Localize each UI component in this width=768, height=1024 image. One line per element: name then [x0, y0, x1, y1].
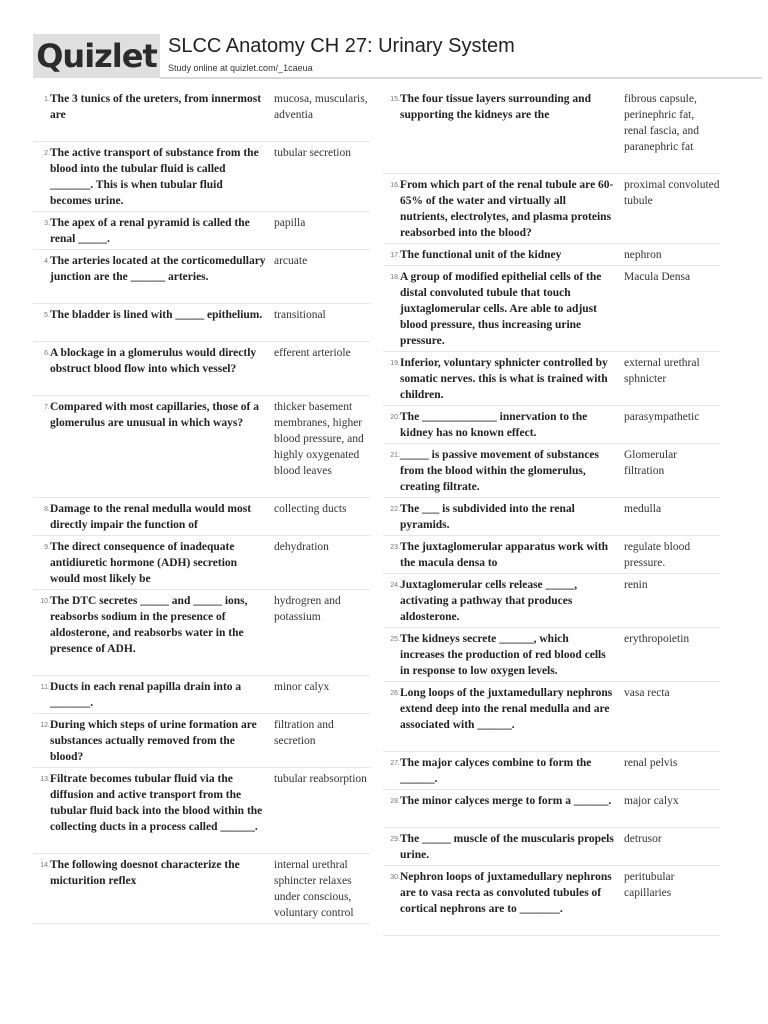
flashcard-row: [33, 342, 370, 396]
flashcard-row: [33, 250, 370, 304]
flashcard-row: [33, 212, 370, 250]
card-number: 14.: [40, 862, 50, 869]
card-number: 18.: [390, 274, 400, 281]
card-term: The bladder is lined with _____ epithelium.: [50, 309, 263, 321]
card-definition: fibrous capsule, perinephric fat, renal fascia, and paranephric fat: [624, 93, 700, 153]
card-definition: mucosa, muscularis, adventia: [274, 93, 368, 121]
card-term: Filtrate becomes tubular fluid via the diffusion and active transport from the tubular fluid back into the blood within the collecting ducts in a process called ______.: [50, 773, 263, 833]
card-definition: renal pelvis: [624, 757, 678, 769]
card-definition: minor calyx: [274, 681, 330, 693]
card-number: 3.: [44, 220, 50, 227]
flashcard-row: [33, 304, 370, 342]
card-term: The _____ muscle of the muscularis propels urine.: [400, 833, 614, 861]
card-number: 5.: [44, 312, 50, 319]
card-term: Compared with most capillaries, those of a glomerulus are unusual in which ways?: [50, 401, 260, 429]
flashcard-row: [33, 142, 370, 212]
card-term: _____ is passive movement of substances from the blood within the glomerulus, creating filtrate.: [400, 449, 600, 493]
flashcard-row: [383, 574, 720, 628]
card-term: The functional unit of the kidney: [400, 249, 562, 261]
flashcard-row: [33, 396, 370, 498]
card-definition: dehydration: [274, 541, 329, 553]
card-definition: efferent arteriole: [274, 347, 351, 359]
flashcard-row: [383, 790, 720, 828]
card-number: 22.: [390, 506, 400, 513]
card-definition: Macula Densa: [624, 271, 691, 283]
card-definition: major calyx: [624, 795, 679, 807]
card-number: 29.: [390, 836, 400, 843]
card-definition: external urethral sphnicter: [624, 357, 700, 385]
card-definition: parasympathetic: [624, 411, 700, 423]
card-term: A group of modified epithelial cells of the distal convoluted tubule that touch juxtaglomerular cells. Are able to adjust blood pressure, thus increasing urine pressure.: [400, 271, 602, 347]
flashcard-row: [383, 406, 720, 444]
card-definition: filtration and secretion: [274, 719, 334, 747]
card-term: The major calyces combine to form the ______.: [400, 757, 592, 785]
card-term: The kidneys secrete ______, which increases the production of red blood cells in response to low oxygen levels.: [400, 633, 606, 677]
card-number: 8.: [44, 506, 50, 513]
card-definition: Glomerular filtration: [624, 449, 678, 477]
card-term: Damage to the renal medulla would most directly impair the function of: [50, 503, 252, 531]
card-definition: detrusor: [624, 833, 662, 845]
card-number: 23.: [390, 544, 400, 551]
card-term: The apex of a renal pyramid is called the renal _____.: [50, 217, 250, 245]
page-header: [0, 0, 768, 90]
card-term: Ducts in each renal papilla drain into a _______.: [50, 681, 242, 709]
flashcard-row: [33, 714, 370, 768]
card-number: 1.: [44, 96, 50, 103]
flashcard-row: [383, 174, 720, 244]
card-number: 19.: [390, 360, 400, 367]
page-title: SLCC Anatomy CH 27: Urinary System: [168, 35, 515, 57]
card-number: 16.: [390, 182, 400, 189]
card-definition: papilla: [274, 217, 306, 229]
card-term: The _____________ innervation to the kidney has no known effect.: [400, 411, 588, 439]
card-definition: internal urethral sphincter relaxes under conscious, voluntary control: [274, 859, 354, 919]
flashcard-row: [383, 244, 720, 266]
card-definition: hydrogren and potassium: [274, 595, 341, 623]
header-divider: [160, 77, 762, 79]
card-number: 21.: [390, 452, 400, 459]
card-number: 6.: [44, 350, 50, 357]
flashcard-row: [383, 266, 720, 352]
flashcard-row: [383, 536, 720, 574]
card-term: From which part of the renal tubule are 60-65% of the water and virtually all nutrients, electrolytes, and plasma proteins reabsorbed into the blood?: [400, 179, 614, 239]
card-number: 30.: [390, 874, 400, 881]
card-definition: tubular secretion: [274, 147, 351, 159]
card-number: 24.: [390, 582, 400, 589]
quizlet-logo[interactable]: Quizlet: [33, 34, 160, 78]
card-definition: arcuate: [274, 255, 308, 267]
card-term: The four tissue layers surrounding and supporting the kidneys are the: [400, 93, 591, 121]
card-term: The following doesnot characterize the micturition reflex: [50, 859, 240, 887]
card-term: During which steps of urine formation are substances actually removed from the blood?: [50, 719, 257, 763]
card-term: Nephron loops of juxtamedullary nephrons are to vasa recta as convoluted tubules of cortical nephrons are to _______.: [400, 871, 612, 915]
card-term: The ___ is subdivided into the renal pyramids.: [400, 503, 575, 531]
flashcard-row: [33, 536, 370, 590]
card-number: 4.: [44, 258, 50, 265]
card-number: 28.: [390, 798, 400, 805]
card-definition: renin: [624, 579, 648, 591]
right-column: [383, 88, 720, 936]
flashcard-row: [33, 498, 370, 536]
flashcard-row: [383, 444, 720, 498]
flashcard-row: [383, 628, 720, 682]
card-number: 17.: [390, 252, 400, 259]
card-number: 27.: [390, 760, 400, 767]
flashcard-row: [33, 88, 370, 142]
card-term: The 3 tunics of the ureters, from innermost are: [50, 93, 262, 121]
card-number: 11.: [40, 684, 50, 691]
card-term: Inferior, voluntary sphnicter controlled by somatic nerves. this is what is trained with children.: [400, 357, 608, 401]
card-definition: erythropoietin: [624, 633, 690, 645]
card-term: A blockage in a glomerulus would directly obstruct blood flow into which vessel?: [50, 347, 257, 375]
flashcard-row: [383, 88, 720, 174]
card-number: 26.: [390, 690, 400, 697]
flashcard-row: [33, 768, 370, 854]
card-definition: regulate blood pressure.: [624, 541, 691, 569]
study-online-link[interactable]: Study online at quizlet.com/_1caeua: [168, 63, 313, 73]
card-number: 9.: [44, 544, 50, 551]
card-term: The arteries located at the corticomedullary junction are the ______ arteries.: [50, 255, 266, 283]
card-term: The juxtaglomerular apparatus work with the macula densa to: [400, 541, 609, 569]
left-column: [33, 88, 370, 924]
card-definition: vasa recta: [624, 687, 670, 699]
card-number: 12.: [40, 722, 50, 729]
card-number: 25.: [390, 636, 400, 643]
card-definition: nephron: [624, 249, 662, 261]
flashcard-row: [383, 866, 720, 936]
card-term: The minor calyces merge to form a ______.: [400, 795, 612, 807]
card-term: Juxtaglomerular cells release _____, activating a pathway that produces aldosterone.: [400, 579, 578, 623]
card-number: 7.: [44, 404, 50, 411]
card-number: 2.: [44, 150, 50, 157]
flashcard-row: [383, 828, 720, 866]
card-definition: thicker basement membranes, higher blood pressure, and highly oxygenated blood leaves: [274, 401, 364, 477]
card-definition: peritubular capillaries: [624, 871, 675, 899]
card-definition: medulla: [624, 503, 662, 515]
flashcard-row: [383, 498, 720, 536]
card-term: The direct consequence of inadequate antidiuretic hormone (ADH) secretion would most likely be: [50, 541, 238, 585]
card-number: 13.: [40, 776, 50, 783]
flashcard-row: [33, 854, 370, 924]
card-definition: collecting ducts: [274, 503, 347, 515]
card-definition: transitional: [274, 309, 326, 321]
flashcard-row: [33, 676, 370, 714]
flashcard-row: [383, 752, 720, 790]
card-number: 15.: [390, 96, 400, 103]
card-definition: proximal convoluted tubule: [624, 179, 720, 207]
flashcard-row: [383, 352, 720, 406]
card-term: The active transport of substance from the blood into the tubular fluid is called _______. This is when tubular fluid becomes urine.: [50, 147, 259, 207]
card-definition: tubular reabsorption: [274, 773, 367, 785]
flashcard-row: [33, 590, 370, 676]
card-term: Long loops of the juxtamedullary nephrons extend deep into the renal medulla and are associated with ______.: [400, 687, 613, 731]
card-number: 20.: [390, 414, 400, 421]
flashcard-row: [383, 682, 720, 752]
card-term: The DTC secretes _____ and _____ ions, reabsorbs sodium in the presence of aldosterone, and reabsorbs water in the presence of ADH.: [50, 595, 248, 655]
card-number: 10.: [40, 598, 50, 605]
